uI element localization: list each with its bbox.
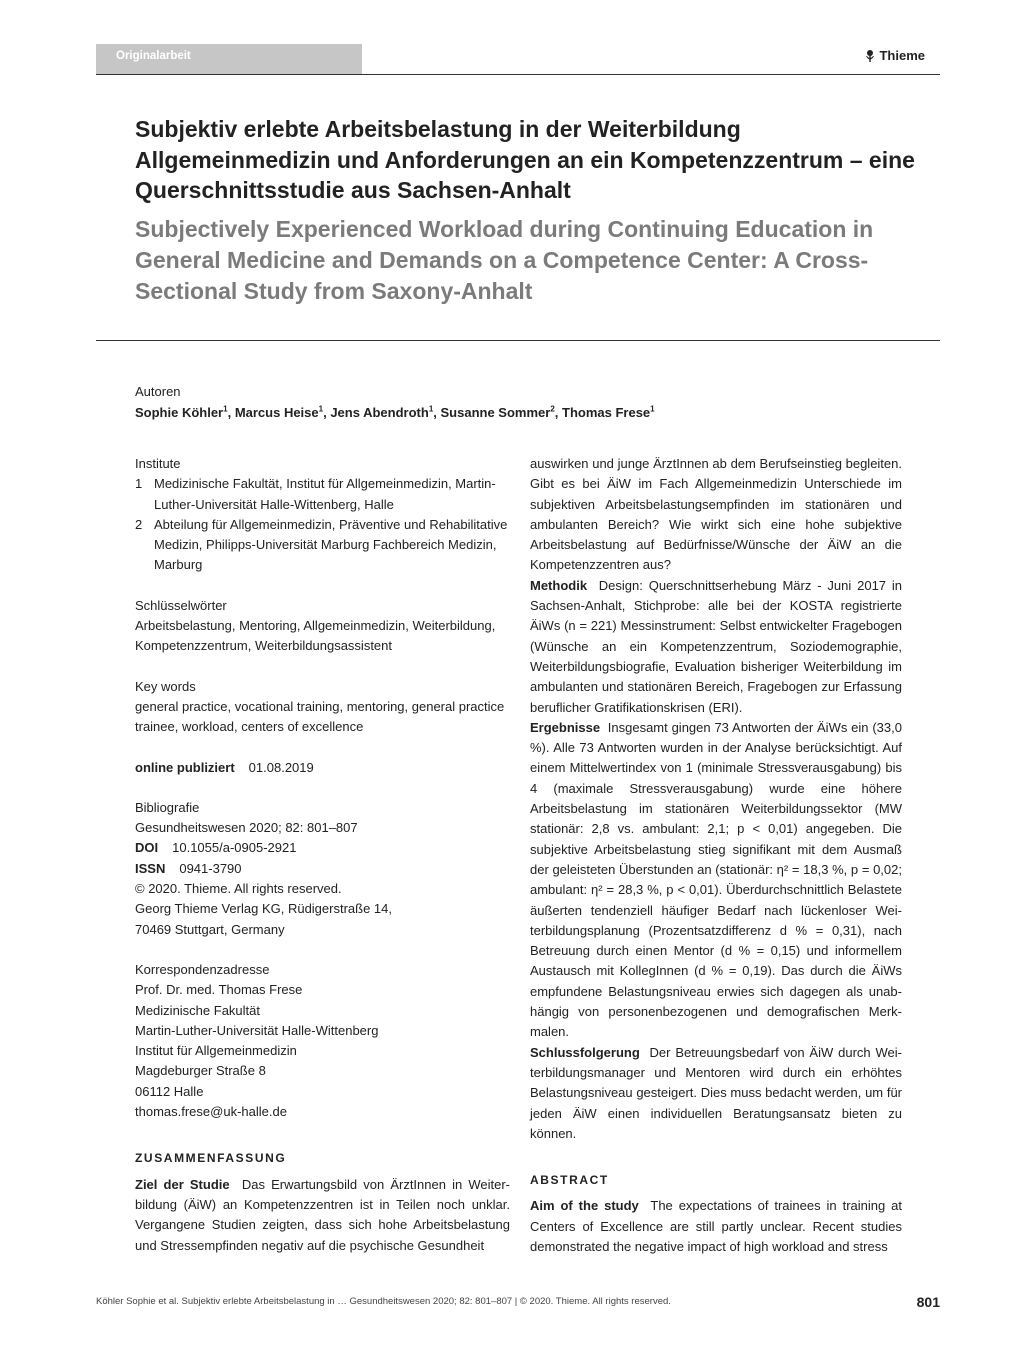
published-date: 01.08.2019 [248, 759, 314, 775]
author: Susanne Sommer$^2$, [440, 405, 563, 421]
author: Thomas Frese$^1$ [562, 405, 655, 421]
institutes-label: Institute [135, 456, 181, 471]
ziel-label: Ziel der Studie [135, 1176, 230, 1192]
institute-item: 2 Abteilung für Allgemeinmedizin, Präventive und Rehabilitative Medizin, Philipps-Universität Marburg Fachbereich Medizin, Marburg [135, 516, 508, 573]
keywords-english-block [135, 677, 510, 738]
abstract-heading: ABSTRACT [530, 1173, 609, 1188]
keywords-german: Arbeitsbelastung, Mentoring, Allgemeinmedizin, Weiterbildung, Kompetenzzentrum, Weiterbildungsassistent [135, 618, 496, 654]
correspondence-line: Martin-Luther-Universität Halle-Wittenberg [135, 1022, 379, 1038]
schluss-label: Schlussfolgerung [530, 1044, 640, 1060]
right-column [530, 454, 902, 1257]
author: Marcus Heise$^1$, [234, 405, 331, 421]
doi-line: DOI 10.1055/a-0905-2921 [135, 838, 510, 858]
aim-paragraph [530, 1196, 902, 1257]
ziel-text: Das Erwartungsbild von ÄrztInnen in Weiterbildung (ÄiW) an Kompetenzzentren ist in Teilen noch unklar. Vergangene Studien zeigten, dass sich hohe Arbeitsbelastung und Stressempfinden negativ auf die psychische Gesundheit [135, 1176, 510, 1253]
institutes-block [135, 454, 510, 576]
title-english: Subjectively Experienced Workload during Continuing Education in General Medicine and Demands on a Competence Center: A Cross-Sectional Study from Saxony-Anhalt [135, 216, 874, 304]
publisher-brand [864, 48, 925, 63]
correspondence-label: Korrespondenzadresse [135, 961, 270, 977]
aim-label: Aim of the study [530, 1198, 639, 1214]
bibliography-block [135, 798, 510, 940]
keywords-english: general practice, vocational training, mentoring, general practice trainee, workload, centers of excellence [135, 698, 505, 735]
aim-text: The expectations of trainees in training at Centers of Excellence are still partly unclear. Recent studies demonstrated the negative impact of high workload and stress [530, 1198, 902, 1254]
footer-citation: Köhler Sophie et al. Subjektiv erlebte Arbeitsbelastung in … Gesundheitswesen 2020; 82: 801–807 | © 2020. Thieme. All rights reserved. [96, 1296, 671, 1307]
copyright-line: © 2020. Thieme. All rights reserved. [135, 881, 342, 897]
correspondence-block [135, 960, 510, 1122]
ergebnisse-text: Insgesamt gingen 73 Antworten der ÄiWs ein (33,0 %). Alle 73 Antworten wurden in der Analyse berücksichtigt. Auf einem Mittelwertindex von 1 (minimale Stressverausgabung) bis 4 (maximale Stressverausgabung) wurde eine höhere Arbeitsbelastung im stationären Weiterbildungssektor (MW stationär: 2,8 vs. ambulant: 2,1; p < 0,01) angegeben. Die subjektive Arbeitsbelastung stieg signifikant mit dem Ausmaß der geleisteten Überstunden an (stationär: η² = 18,3 %, p = 0,02; ambulant: η² = 28,3 %, p < 0,01). Überdurchschnittlich Belastete äußerten tendenziell häufiger Bedarf nach lückenloser Weiterbildungsplanung (Prozentsatzdifferenz d % = 0,31), nach Betreuung durch einen Mentor (d % = 0,15) und informellem Austausch mit KollegInnen (d % = 0,19). Das durch die ÄiWs empfundene Belastungsniveau erwies sich dagegen als unabhängig von personenbezogenen und demografischen Merkmalen. [530, 719, 902, 1040]
author: Sophie Köhler$^1$, [135, 405, 235, 421]
section-label-tab [96, 44, 362, 74]
correspondence-line: Institut für Allgemeinmedizin [135, 1043, 297, 1059]
issn-line: ISSN 0941-3790 [135, 859, 510, 879]
author: Jens Abendroth$^1$, [330, 405, 441, 421]
correspondence-email[interactable]: thomas.frese@uk-halle.de [135, 1104, 287, 1120]
schluss-text: Der Betreuungsbedarf von ÄiW durch Weiterbildungsmanager und Mentoren wird durch ein erhöhtes Belastungsniveau gesteigert. Dies muss bedacht werden, um für jeden ÄiW einen individuellen Beratungsansatz bieten zu können. [530, 1044, 902, 1141]
institute-item: 1 Medizinische Fakultät, Institut für Allgemeinmedizin, Martin-Luther-Universität Halle-Wittenberg, Halle [135, 476, 496, 512]
ergebnisse-label: Ergebnisse [530, 719, 601, 735]
methodik-paragraph [530, 576, 902, 718]
correspondence-line: 06112 Halle [135, 1083, 204, 1099]
published-block [135, 758, 510, 778]
keywords-german-label: Schlüsselwörter [135, 597, 227, 613]
correspondence-line: Medizinische Fakultät [135, 1002, 260, 1018]
keywords-german-block [135, 596, 510, 657]
published-label: online publiziert [135, 759, 235, 775]
left-column [135, 454, 510, 1256]
header-rule [96, 74, 940, 75]
section-label: Originalarbeit [116, 50, 191, 62]
publisher-address: 70469 Stuttgart, Germany [135, 921, 285, 937]
methodik-text: Design: Querschnittserhebung März - Juni 2017 in Sachsen-Anhalt, Stichprobe: alle bei der KOSTA registrierte ÄiWs (n = 221) Messinstrument: Selbst entwickelter Fragebogen (Wünsche an ein Kompetenzzentrum, Soziodemographie, Weiterbildungsbiografie, Evaluation bisheriger Weiterbildung im ambulanten und stationären Bereich, Fragebogen zur Erfassung beruflicher Gratifikationskrisen (ERI). [530, 577, 902, 715]
correspondence-line: Prof. Dr. med. Thomas Frese [135, 982, 303, 998]
brand-name: Thieme [879, 48, 925, 63]
title-rule [96, 340, 940, 341]
ergebnisse-paragraph [530, 718, 902, 1043]
keywords-english-label: Key words [135, 678, 196, 694]
bibliography-citation: Gesundheitswesen 2020; 82: 801–807 [135, 820, 358, 836]
methodik-label: Methodik [530, 577, 588, 593]
schluss-paragraph [530, 1043, 902, 1144]
doi-value: 10.1055/a-0905-2921 [172, 840, 297, 856]
bibliography-label: Bibliografie [135, 799, 200, 815]
zusammenfassung-heading: ZUSAMMENFASSUNG [135, 1151, 287, 1166]
issn-value: 0941-3790 [179, 860, 242, 876]
ziel-continued: auswirken und junge ÄrztInnen ab dem Berufseinstieg begleiten. Gibt es bei ÄiW im Fach Allgemeinmedizin Unterschiede im subjektiven Arbeitsbelastungsempfinden im stationären und ambulanten Bereich? Wie wirkt sich eine hohe subjektive Arbeitsbelastung auf Bedürfnisse/Wünsche der ÄiW an die Kompetenzzentren aus? [530, 456, 902, 573]
authors-label: Autoren [135, 384, 181, 399]
publisher-line: Georg Thieme Verlag KG, Rüdigerstraße 14, [135, 901, 392, 917]
title-german: Subjektiv erlebte Arbeitsbelastung in der Weiterbildung Allgemeinmedizin und Anforderungen an ein Kompetenzzentrum – eine Querschnittsstudie aus Sachsen-Anhalt [135, 116, 915, 203]
page-number: 801 [916, 1294, 940, 1310]
thieme-logo-icon [864, 49, 876, 63]
correspondence-line: Magdeburger Straße 8 [135, 1063, 266, 1079]
author-list [135, 400, 655, 423]
ziel-paragraph [135, 1175, 510, 1256]
